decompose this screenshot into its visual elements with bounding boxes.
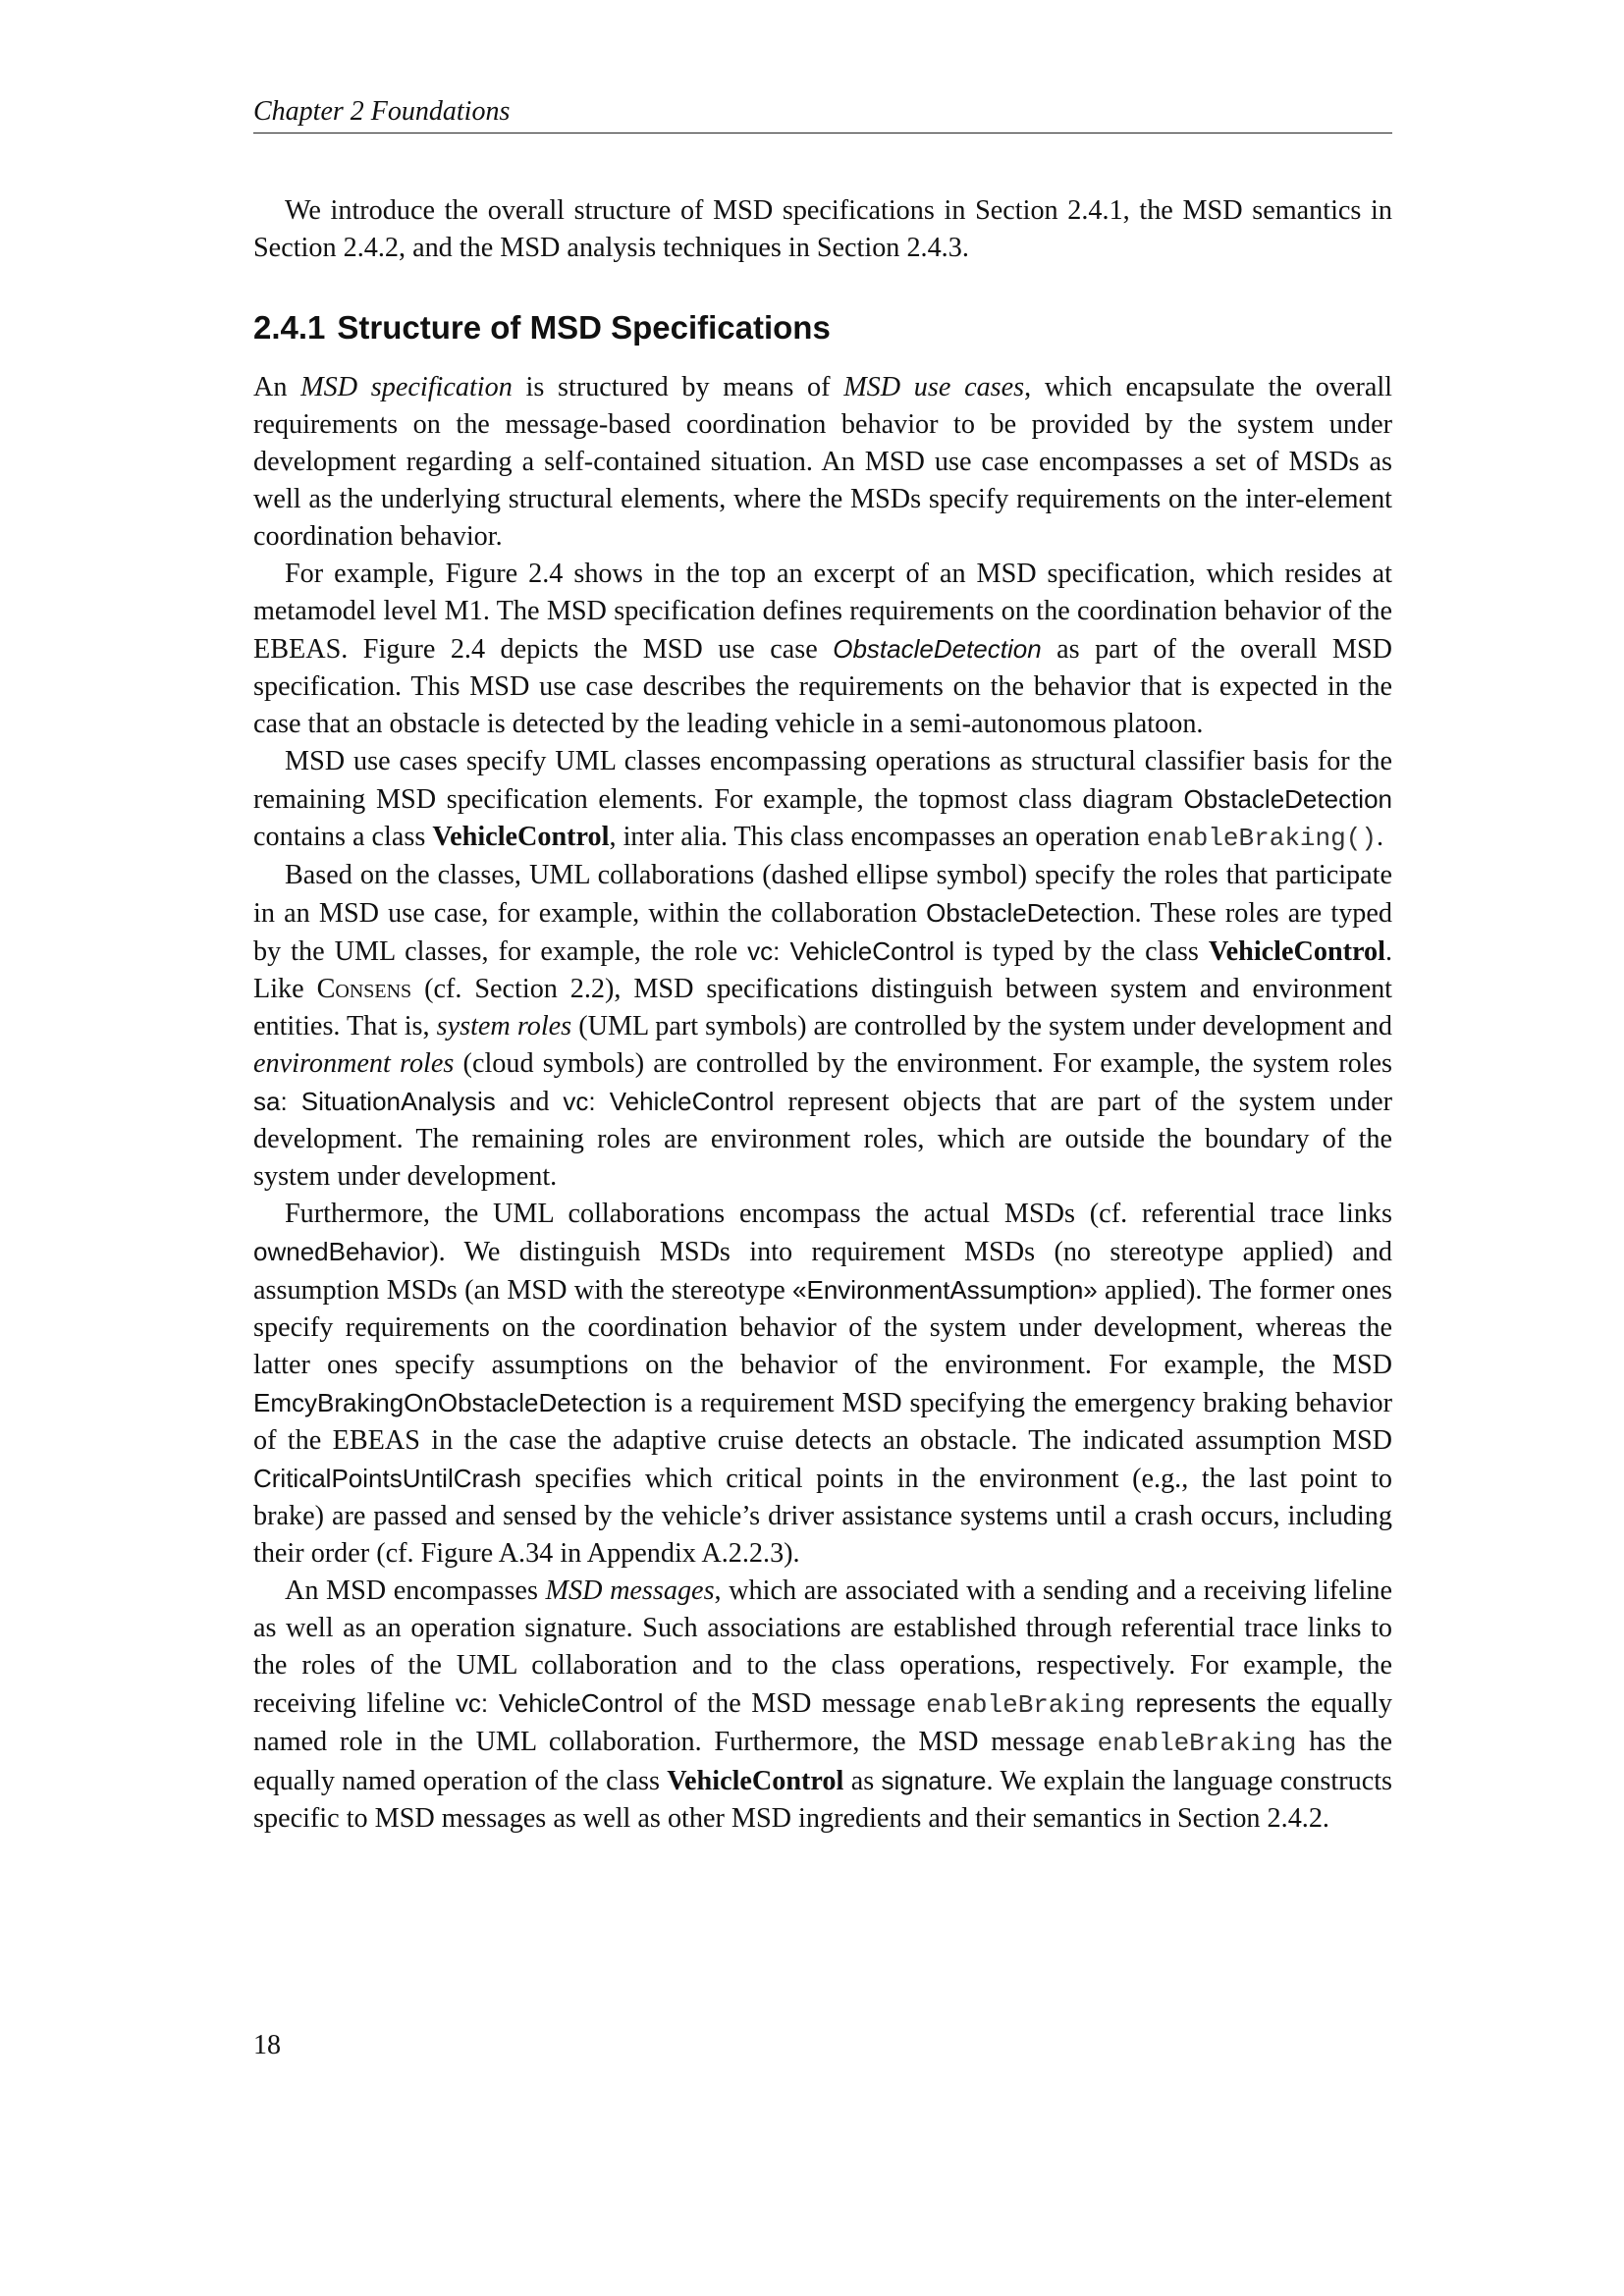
msd-name: EmcyBrakingOnObstacleDetection bbox=[253, 1388, 647, 1417]
class-name: VehicleControl bbox=[1208, 936, 1385, 967]
section-body bbox=[253, 369, 1392, 1838]
operation-name: enableBraking() bbox=[1146, 824, 1377, 853]
stereotype-name: «EnvironmentAssumption» bbox=[792, 1275, 1098, 1305]
section-number: 2.4.1 bbox=[253, 309, 326, 346]
trace-link-name: represents bbox=[1135, 1688, 1257, 1718]
msd-name: CriticalPointsUntilCrash bbox=[253, 1464, 522, 1493]
section-heading bbox=[253, 308, 1392, 347]
message-name: enableBraking bbox=[1097, 1729, 1297, 1758]
term-msd-use-cases: MSD use cases bbox=[843, 372, 1025, 402]
consens-name: Consens bbox=[316, 974, 412, 1004]
class-name: VehicleControl bbox=[432, 822, 610, 852]
paragraph-4: Based on the classes, UML collaborations (dashed ellipse symbol) specify the roles that participate in an MSD use case, for example, within the collaboration ObstacleDetection. These roles are typed by the UML classes, for example, the role vc: VehicleControl is typed by the class VehicleControl. Like Consens (cf. Section 2.2), MSD specifications distinguish between system and environment entities. That is, system roles (UML part symbols) are controlled by the system under development and environment roles (cloud symbols) are controlled by the environment. For example, the system roles sa: SituationAnalysis and vc: VehicleControl represent objects that are part of the system under development. The remaining roles are environment roles, which are outside the boundary of the system under development. bbox=[253, 860, 1393, 1192]
usecase-name: ObstacleDetection bbox=[833, 634, 1042, 664]
message-name: enableBraking bbox=[926, 1690, 1125, 1720]
paragraph-5: Furthermore, the UML collaborations encompass the actual MSDs (cf. referential trace links ownedBehavior). We distinguish MSDs into requirement MSDs (no stereotype applied) and assumption MSDs (an MSD with the stereotype «EnvironmentAssumption» applied). The former ones specify requirements on the coordination behavior of the system under development, whereas the latter ones specify assumptions on the behavior of the environment. For example, the MSD EmcyBrakingOnObstacleDetection is a requirement MSD specifying the emergency braking behavior of the EBEAS in the case the adaptive cruise detects an obstacle. The indicated assumption MSD CriticalPointsUntilCrash specifies which critical points in the environment (e.g., the last point to brake) are passed and sensed by the vehicle’s driver assistance systems until a crash occurs, including their order (cf. Figure A.34 in Appendix A.2.2.3). bbox=[253, 1199, 1392, 1569]
section-title: Structure of MSD Specifications bbox=[337, 309, 831, 346]
role-name: vc: VehicleControl bbox=[747, 936, 955, 966]
paragraph-2: For example, Figure 2.4 shows in the top an excerpt of an MSD specification, which resides at metamodel level M1. The MSD specification defines requirements on the coordination behavior of the EBEAS. Figure 2.4 depicts the MSD use case ObstacleDetection as part of the overall MSD specification. This MSD use case describes the requirements on the behavior that is expected in the case that an obstacle is detected by the leading vehicle in a semi-autonomous platoon. bbox=[253, 559, 1392, 739]
role-name: vc: VehicleControl bbox=[563, 1087, 775, 1116]
term-msd-messages: MSD messages bbox=[545, 1575, 715, 1606]
term-msd-specification: MSD specification bbox=[300, 372, 513, 402]
paragraph-1: An MSD specification is structured by means of MSD use cases, which encapsulate the overall requirements on the message-based coordination behavior to be provided by the system under development regarding a self-contained situation. An MSD use case encompasses a set of MSDs as well as the underlying structural elements, where the MSDs specify requirements on the inter-element coordination behavior. bbox=[253, 372, 1393, 552]
paragraph-3: MSD use cases specify UML classes encompassing operations as structural classifier basis for the remaining MSD specification elements. For example, the topmost class diagram ObstacleDetection contains a class VehicleControl, inter alia. This class encompasses an operation enableBraking(). bbox=[253, 746, 1392, 853]
intro-paragraph: We introduce the overall structure of MSD specifications in Section 2.4.1, the MSD semantics in Section 2.4.2, and the MSD analysis techniques in Section 2.4.3. bbox=[253, 195, 1392, 263]
collaboration-name: ObstacleDetection bbox=[926, 898, 1135, 928]
term-system-roles: system roles bbox=[436, 1011, 572, 1041]
trace-link-name: ownedBehavior bbox=[253, 1237, 430, 1266]
class-name: VehicleControl bbox=[667, 1766, 844, 1796]
term-environment-roles: environment roles bbox=[253, 1048, 455, 1079]
running-header: Chapter 2 Foundations bbox=[253, 94, 1392, 133]
role-name: sa: SituationAnalysis bbox=[253, 1087, 496, 1116]
trace-link-name: signature bbox=[881, 1766, 987, 1795]
paragraph-6: An MSD encompasses MSD messages, which are associated with a sending and a receiving lifeline as well as an operation signature. Such associations are established through referential trace links to the roles of the UML collaboration and to the class operations, respectively. For example, the receiving lifeline vc: VehicleControl of the MSD message enableBraking represents the equally named role in the UML collaboration. Furthermore, the MSD message enableBraking has the equally named operation of the class VehicleControl as signature. We explain the language constructs specific to MSD messages as well as other MSD ingredients and their semantics in Section 2.4.2. bbox=[253, 1575, 1393, 1834]
diagram-name: ObstacleDetection bbox=[1183, 784, 1392, 814]
intro-text bbox=[253, 192, 1392, 267]
page-number: 18 bbox=[253, 2030, 281, 2060]
lifeline-name: vc: VehicleControl bbox=[455, 1688, 664, 1718]
